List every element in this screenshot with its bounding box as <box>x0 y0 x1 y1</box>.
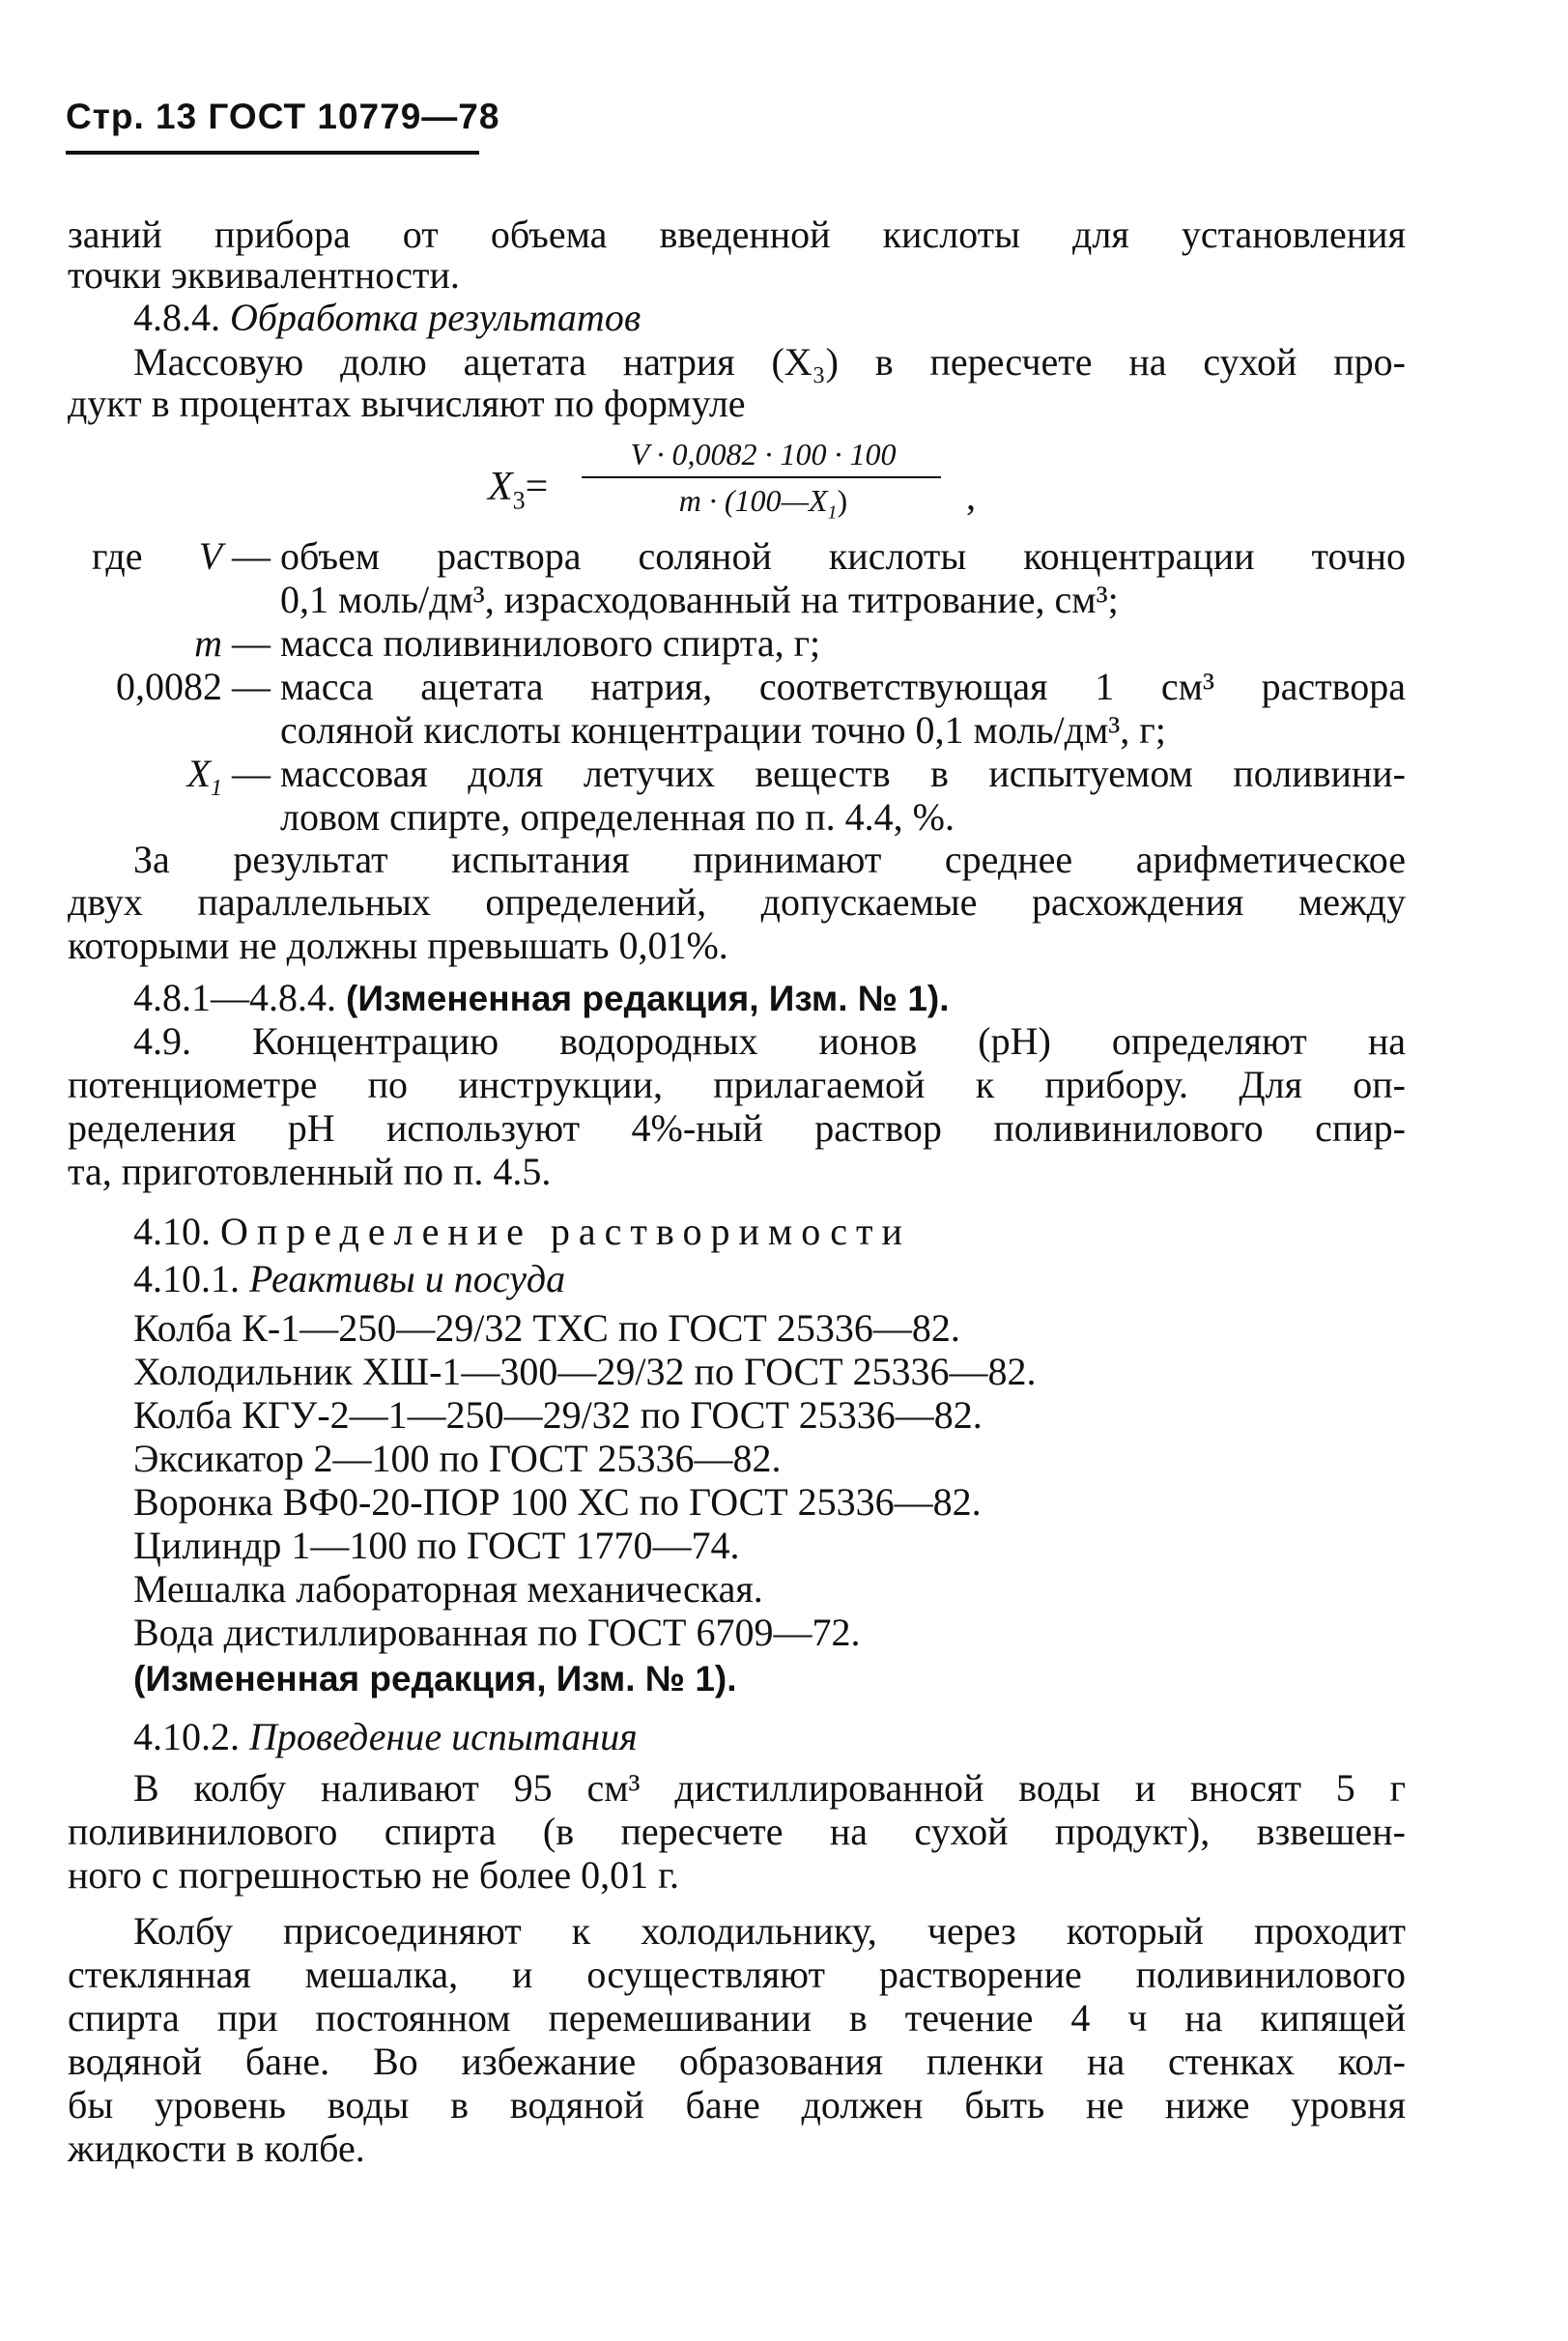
paragraph-line: точки эквивалентности. <box>68 253 460 297</box>
legend-dash: — <box>232 621 271 665</box>
legend-term: V <box>198 534 222 578</box>
list-item: Цилиндр 1—100 по ГОСТ 1770—74. <box>133 1524 740 1567</box>
paragraph-line: водяной бане. Во избежание образования пленки на стенках кол- <box>68 2040 1406 2083</box>
legend-definition: масса поливинилового спирта, г; <box>280 621 821 665</box>
legend-definition: 0,1 моль/дм³, израсходованный на титрование, см³; <box>280 578 1119 621</box>
paragraph-line: спирта при постоянном перемешивании в течение 4 ч на кипящей <box>68 1996 1406 2040</box>
section-number: 4.8.4. <box>133 296 220 339</box>
amendment-note: (Измененная редакция, Изм. № 1). <box>133 1659 737 1699</box>
legend-definition: масса ацетата натрия, соответствующая 1 см³ раствора <box>280 665 1406 708</box>
header-rule <box>66 151 479 155</box>
legend-definition: объем раствора соляной кислоты концентрации точно <box>280 534 1406 578</box>
formula-numerator: V · 0,0082 · 100 · 100 <box>630 437 897 471</box>
paragraph-line: В колбу наливают 95 см³ дистиллированной воды и вносят 5 г <box>133 1766 1406 1810</box>
formula-denominator: $m \cdot (100—X_1)$ <box>678 483 848 524</box>
legend-term: $X_1$ <box>186 752 222 801</box>
paragraph-line: поливинилового спирта (в пересчете на сухой продукт), взвешен- <box>68 1810 1406 1853</box>
paragraph-line: За результат испытания принимают среднее арифметическое <box>133 838 1406 881</box>
section-heading-4-8-4 <box>133 296 641 340</box>
legend-definition: массовая доля летучих веществ в испытуемом поливини- <box>280 752 1406 795</box>
formula-lhs: $X_3=$ <box>488 465 549 515</box>
list-item: Колба КГУ-2—1—250—29/32 по ГОСТ 25336—82. <box>133 1393 983 1437</box>
list-item: Вода дистиллированная по ГОСТ 6709—72. <box>133 1611 861 1654</box>
list-item: Эксикатор 2—100 по ГОСТ 25336—82. <box>133 1437 782 1480</box>
legend-term: m <box>194 621 222 665</box>
legend-definition: соляной кислоты концентрации точно 0,1 моль/дм³, г; <box>280 708 1166 752</box>
section-title: Определение растворимости <box>220 1210 911 1253</box>
list-item: Мешалка лабораторная механическая. <box>133 1567 763 1611</box>
legend-term: 0,0082 <box>116 665 222 708</box>
section-title: Реактивы и посуда <box>249 1257 566 1300</box>
section-heading-4-10: 4.10. Определение растворимости <box>133 1210 911 1253</box>
section-heading-4-10-1: 4.10.1. Реактивы и посуда <box>133 1257 566 1300</box>
paragraph-line: двух параллельных определений, допускаемые расхождения между <box>68 880 1406 924</box>
amendment-note: 4.8.1—4.8.4. (Измененная редакция, Изм. № 1). <box>133 976 950 1019</box>
paragraph-line: Массовую долю ацетата натрия (X₃) в пересчете на сухой про- <box>133 340 1406 384</box>
paragraph-line: ределения pH используют 4%-ный раствор поливинилового спир- <box>68 1106 1406 1150</box>
paragraph-line: ного с погрешностью не более 0,01 г. <box>68 1853 680 1897</box>
legend-dash: — <box>232 752 271 795</box>
formula-comma: , <box>966 474 976 518</box>
list-item: Колба К-1—250—29/32 ТХС по ГОСТ 25336—82. <box>133 1306 960 1350</box>
section-title: Проведение испытания <box>249 1715 638 1758</box>
section-title: Обработка результатов <box>230 296 641 339</box>
section-heading-4-10-2: 4.10.2. Проведение испытания <box>133 1715 638 1758</box>
paragraph-line: Колбу присоединяют к холодильнику, через который проходит <box>133 1909 1406 1953</box>
paragraph-line: потенциометре по инструкции, прилагаемой к прибору. Для оп- <box>68 1063 1406 1106</box>
legend-dash: — <box>232 665 271 708</box>
paragraph-line: та, приготовленный по п. 4.5. <box>68 1150 552 1193</box>
page-header: Стр. 13 ГОСТ 10779—78 <box>66 97 500 136</box>
paragraph-line: 4.9. Концентрацию водородных ионов (pH) определяют на <box>133 1019 1406 1063</box>
list-item: Холодильник ХШ-1—300—29/32 по ГОСТ 25336—82. <box>133 1350 1037 1393</box>
paragraph-line: стеклянная мешалка, и осуществляют растворение поливинилового <box>68 1953 1406 1996</box>
paragraph-line: жидкости в колбе. <box>68 2127 365 2170</box>
paragraph-line: бы уровень воды в водяной бане должен быть не ниже уровня <box>68 2083 1406 2127</box>
paragraph-line: дукт в процентах вычисляют по формуле <box>68 382 746 425</box>
list-item: Воронка ВФ0-20-ПОР 100 ХС по ГОСТ 25336—82. <box>133 1480 982 1524</box>
legend-where: где <box>92 534 143 578</box>
paragraph-line: заний прибора от объема введенной кислоты для установления <box>68 213 1406 256</box>
paragraph-line: которыми не должны превышать 0,01%. <box>68 924 728 967</box>
legend-definition: ловом спирте, определенная по п. 4.4, %. <box>280 795 955 839</box>
fraction-bar <box>582 476 941 478</box>
legend-dash: — <box>232 534 271 578</box>
